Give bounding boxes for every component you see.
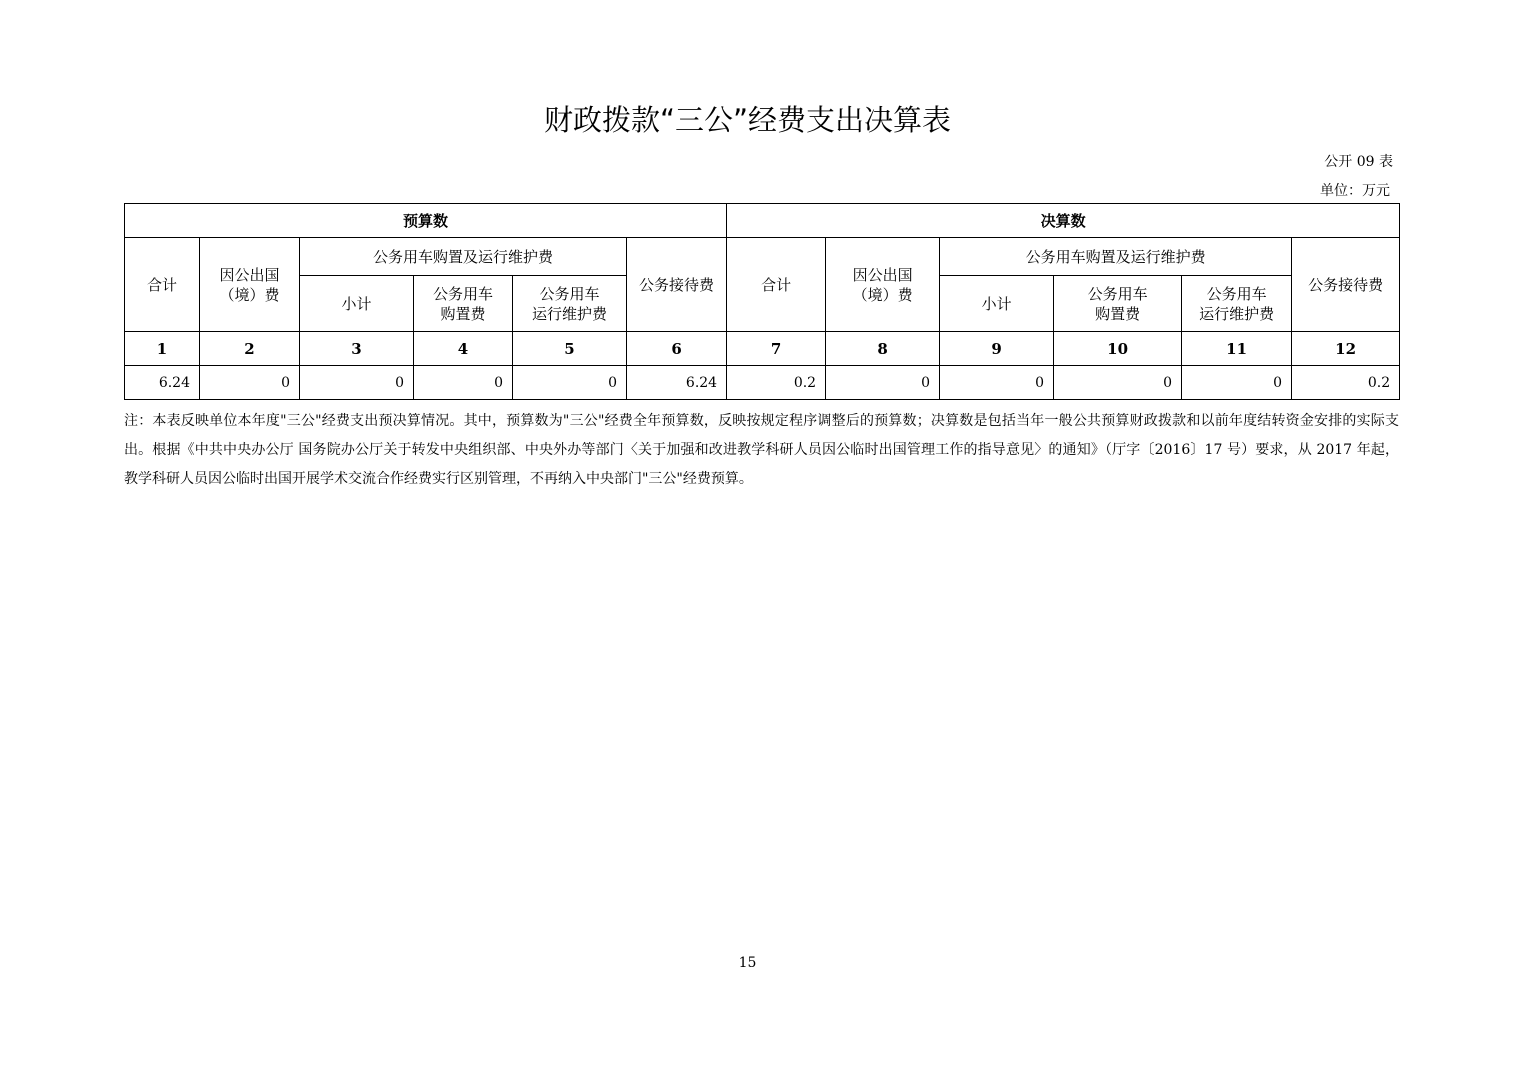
- value-cell: 0: [513, 366, 627, 400]
- column-number: 10: [1054, 332, 1182, 366]
- unit-label: 单位：万元: [1320, 183, 1390, 199]
- value-cell: 0: [826, 366, 940, 400]
- header-final-abroad: [826, 238, 940, 332]
- header-budget-vehicle: 公务用车购置及运行维护费: [300, 238, 627, 276]
- value-row: [125, 366, 1400, 400]
- header-budget-purchase: [414, 276, 513, 332]
- header-final-purchase-line2: 购置费: [1095, 304, 1141, 323]
- column-number-row: [125, 332, 1400, 366]
- value-cell: 0: [200, 366, 300, 400]
- header-final-abroad-line1: 因公出国: [852, 265, 913, 284]
- column-number: 7: [727, 332, 826, 366]
- header-final-operate-line1: 公务用车: [1206, 284, 1267, 303]
- column-number: 5: [513, 332, 627, 366]
- column-number: 6: [627, 332, 727, 366]
- group-header-budget: 预算数: [125, 204, 727, 238]
- header-budget-reception: 公务接待费: [627, 238, 727, 332]
- header-final-total: 合计: [727, 238, 826, 332]
- header-final-reception: 公务接待费: [1292, 238, 1400, 332]
- value-cell: 6.24: [125, 366, 200, 400]
- group-header-final: 决算数: [727, 204, 1400, 238]
- column-number: 12: [1292, 332, 1400, 366]
- header-final-subtotal: 小计: [940, 276, 1054, 332]
- header-budget-operate-line2: 运行维护费: [531, 304, 607, 323]
- group-header-row: [125, 204, 1400, 238]
- header-budget-purchase-line1: 公务用车: [432, 284, 493, 303]
- header-final-purchase-line1: 公务用车: [1087, 284, 1148, 303]
- form-code: 公开 09 表: [1324, 154, 1393, 170]
- header-budget-abroad-line1: 因公出国: [219, 265, 280, 284]
- value-cell: 0: [940, 366, 1054, 400]
- column-number: 4: [414, 332, 513, 366]
- table-note: 注：本表反映单位本年度"三公"经费支出预决算情况。其中，预算数为"三公"经费全年预算数，反映按规定程序调整后的预算数；决算数是包括当年一般公共预算财政拨款和以前年度结转资金安排的实际支出。根据《中共中央办公厅 国务院办公厅关于转发中央组织部、中央外办等部门〈关于加强和改进教学科研人员因公临时出国管理工作的指导意见〉的通知》（厅字〔2016〕17 号）要求，从 2017 年起，教学科研人员因公临时出国开展学术交流合作经费实行区别管理，不再纳入中央部门"三公"经费预算。: [124, 413, 1399, 487]
- header-budget-purchase-line2: 购置费: [440, 304, 486, 323]
- three-public-expenses-table: [124, 203, 1400, 400]
- column-number: 11: [1182, 332, 1292, 366]
- header-final-vehicle: 公务用车购置及运行维护费: [940, 238, 1292, 276]
- header-budget-abroad: [200, 238, 300, 332]
- column-number: 9: [940, 332, 1054, 366]
- header-final-operate-line2: 运行维护费: [1199, 304, 1275, 323]
- value-cell: 0.2: [727, 366, 826, 400]
- header-budget-operate: [513, 276, 627, 332]
- column-number: 8: [826, 332, 940, 366]
- value-cell: 0: [414, 366, 513, 400]
- column-number: 2: [200, 332, 300, 366]
- header-row-main: [125, 238, 1400, 276]
- value-cell: 0: [300, 366, 414, 400]
- header-budget-total: 合计: [125, 238, 200, 332]
- header-final-purchase: [1054, 276, 1182, 332]
- page-number: 15: [738, 955, 757, 971]
- header-final-operate: [1182, 276, 1292, 332]
- header-budget-subtotal: 小计: [300, 276, 414, 332]
- page-title: 财政拨款“三公”经费支出决算表: [543, 103, 952, 137]
- value-cell: 0: [1054, 366, 1182, 400]
- header-final-abroad-line2: （境）费: [852, 285, 913, 304]
- value-cell: 0.2: [1292, 366, 1400, 400]
- header-budget-abroad-line2: （境）费: [219, 285, 280, 304]
- value-cell: 0: [1182, 366, 1292, 400]
- column-number: 1: [125, 332, 200, 366]
- value-cell: 6.24: [627, 366, 727, 400]
- header-budget-operate-line1: 公务用车: [539, 284, 600, 303]
- column-number: 3: [300, 332, 414, 366]
